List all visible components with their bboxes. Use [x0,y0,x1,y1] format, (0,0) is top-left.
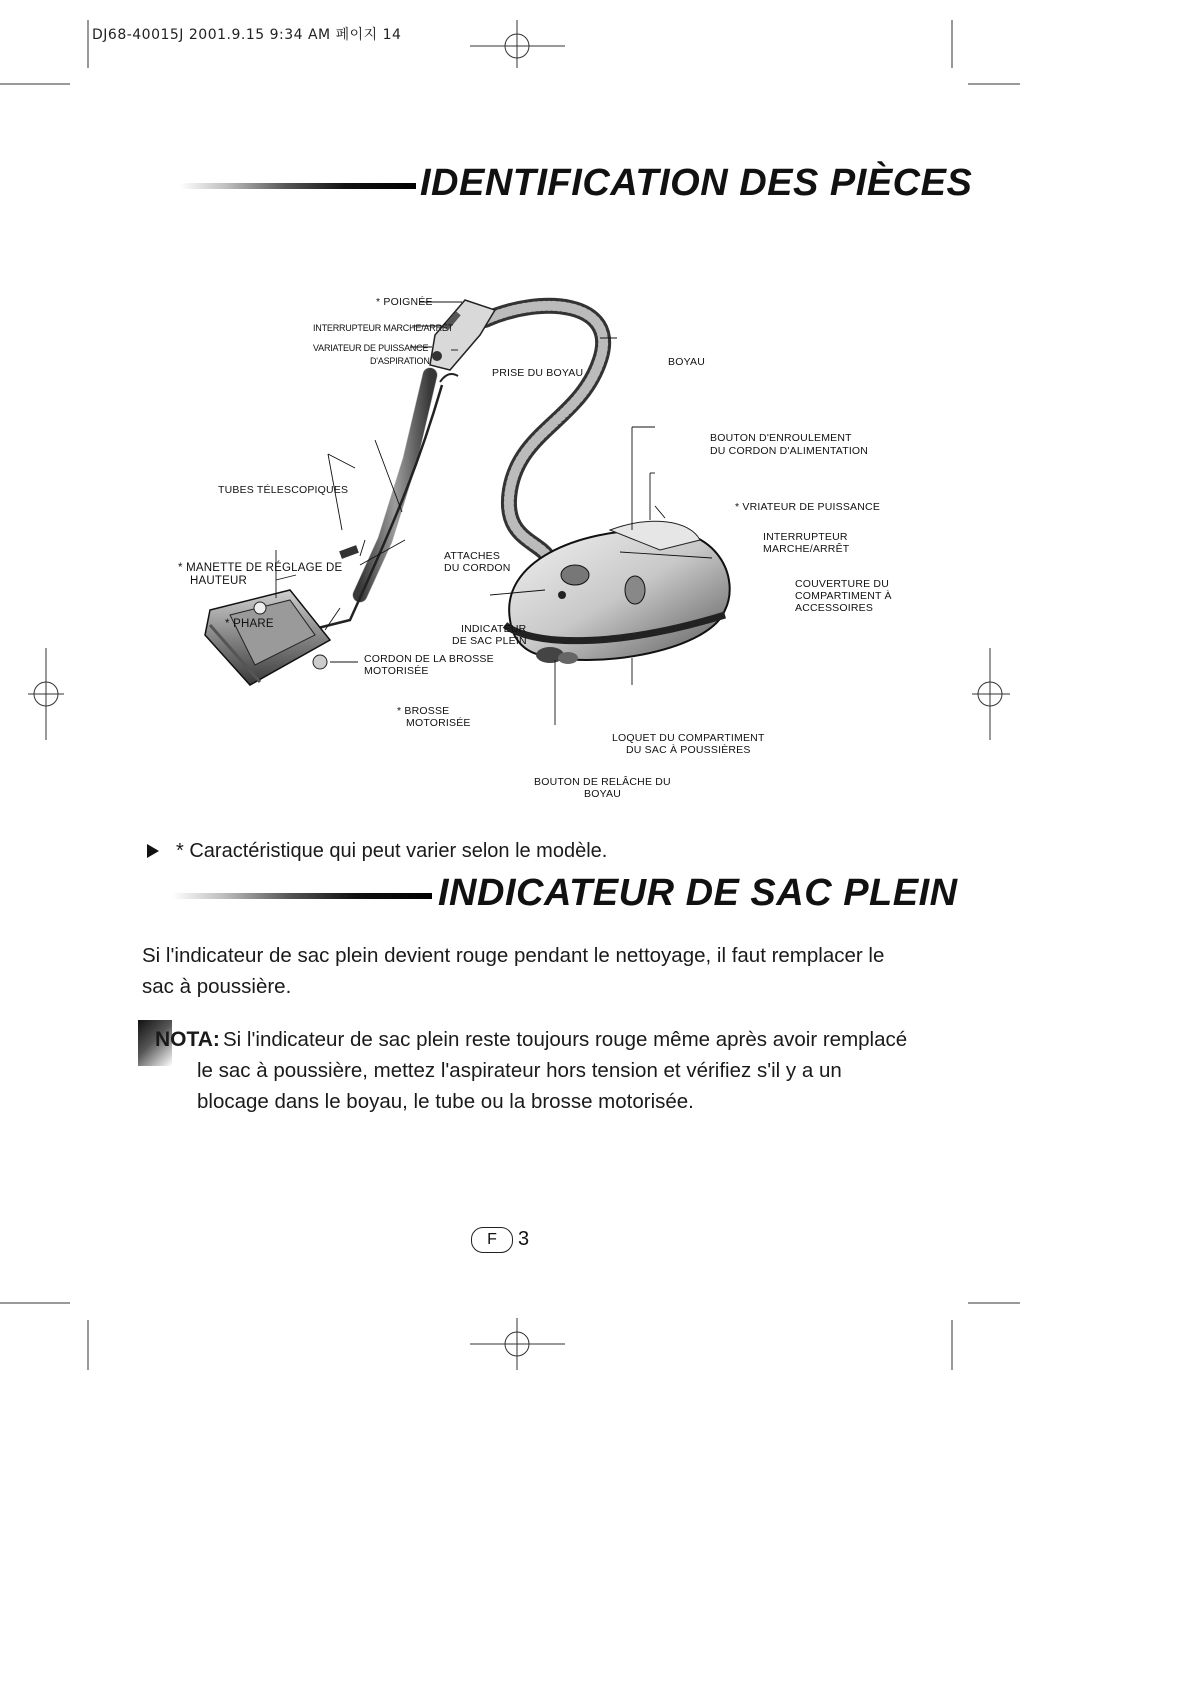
label-attaches-1: ATTACHES [444,550,501,562]
label-interrupteur-body-2: MARCHE/ARRÊT [763,543,850,555]
paragraph-line-1: Si l'indicateur de sac plein devient rouge pendant le nettoyage, il faut remplacer le [142,944,885,967]
section-title-identification: IDENTIFICATION DES PIÈCES [420,162,973,204]
label-loquet-2: DU SAC À POUSSIÈRES [626,744,751,756]
label-loquet-1: LOQUET DU COMPARTIMENT [612,732,765,744]
label-prise-boyau: PRISE DU BOYAU [492,367,584,379]
print-info: DJ68-40015J 2001.9.15 9:34 AM 페이지 14 [92,27,402,43]
label-couverture-3: ACCESSOIRES [795,602,874,614]
footnote: * Caractéristique qui peut varier selon le modèle. [176,840,608,862]
label-boyau: BOYAU [668,356,705,368]
label-couverture-2: COMPARTIMENT À [795,590,892,602]
label-indicateur-1: INDICATEUR [461,623,527,635]
title-bar-2 [172,893,432,899]
note-label: NOTA: [155,1028,220,1051]
label-brosse-2: MOTORISÉE [406,717,471,729]
label-couverture-1: COUVERTURE DU [795,578,889,590]
label-variateur-2: D'ASPIRATION [370,356,430,366]
label-manette-1: * MANETTE DE RÉGLAGE DE [178,562,343,574]
paragraph-line-2: sac à poussière. [142,975,292,998]
label-phare: * PHARE [225,618,274,630]
footnote-arrow-icon [147,844,159,858]
label-attaches-2: DU CORDON [444,562,511,574]
title-bar-1 [180,183,416,189]
vacuum-illustration [180,290,940,760]
label-manette-2: HAUTEUR [190,575,247,587]
label-cordon-brosse-2: MOTORISÉE [364,665,429,677]
label-vriateur: * VRIATEUR DE PUISSANCE [735,501,881,513]
label-poignee: * POIGNÉE [376,296,433,308]
label-bouton-enroulement-2: DU CORDON D'ALIMENTATION [710,445,869,457]
section-title-indicateur: INDICATEUR DE SAC PLEIN [438,872,958,914]
language-badge [471,1227,513,1253]
note-line-1: Si l'indicateur de sac plein reste toujours rouge même après avoir remplacé [223,1028,908,1051]
label-variateur-1: VARIATEUR DE PUISSANCE [313,343,429,353]
label-brosse-1: * BROSSE [397,705,450,717]
label-interrupteur-handle: INTERRUPTEUR MARCHE/ARRÊT [313,323,454,333]
label-tubes: TUBES TÉLESCOPIQUES [218,484,349,496]
note-line-2: le sac à poussière, mettez l'aspirateur hors tension et vérifiez s'il y a un [197,1059,842,1082]
label-bouton-enroulement-1: BOUTON D'ENROULEMENT [710,432,852,444]
label-indicateur-2: DE SAC PLEIN [452,635,527,647]
label-bouton-relache-2: BOYAU [584,788,621,800]
page-number: 3 [518,1228,530,1250]
label-cordon-brosse-1: CORDON DE LA BROSSE [364,653,494,665]
language-letter: F [487,1231,497,1248]
note-line-3: blocage dans le boyau, le tube ou la brosse motorisée. [197,1090,694,1113]
label-bouton-relache-1: BOUTON DE RELÂCHE DU [534,776,671,788]
label-interrupteur-body-1: INTERRUPTEUR [763,531,848,543]
